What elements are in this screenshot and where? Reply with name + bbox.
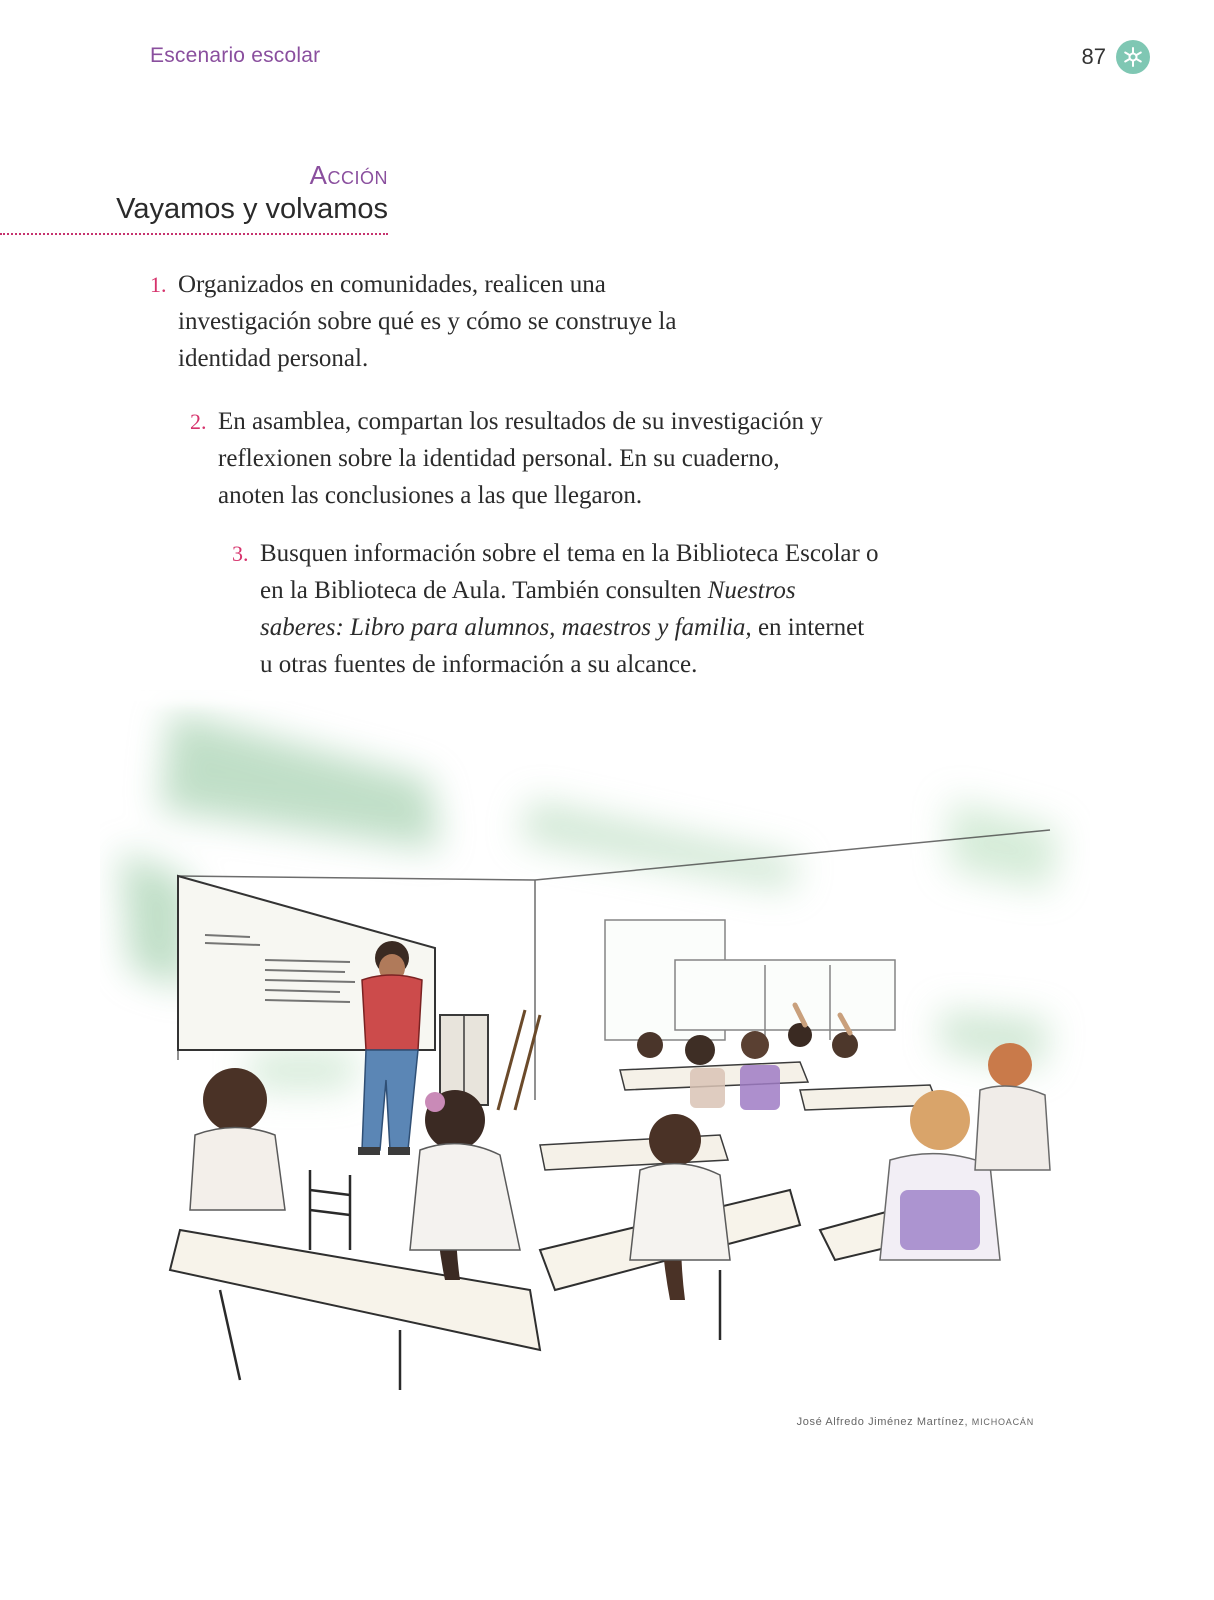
section-heading [0, 160, 388, 235]
book-title: Nuestros saberes: Libro para alumnos, maestros y familia, [260, 577, 796, 641]
page-number: 87 [1081, 44, 1106, 69]
section-kicker: Acción [309, 160, 388, 190]
step-2 [190, 403, 848, 514]
page-number-block [1082, 40, 1150, 74]
step-1 [150, 266, 718, 377]
credit-author: José Alfredo Jiménez Martínez, [796, 1416, 972, 1428]
credit-region: MICHOACÁN [971, 1417, 1034, 1427]
illustration-credit [797, 1416, 1034, 1428]
section-title: Vayamos y volvamos [0, 191, 388, 235]
step-text: Organizados en comunidades, realicen una investigación sobre qué es y cómo se construye la identidad personal. [178, 271, 677, 372]
step-number: 2. [190, 409, 207, 434]
step-text-part: Busquen información sobre el tema en la Biblioteca Escolar o en la Biblioteca de Aula. También consulten [260, 540, 879, 604]
section-label: Escenario escolar [150, 44, 321, 67]
step-number: 1. [150, 272, 167, 297]
snowflake-icon [1116, 40, 1150, 74]
step-text: En asamblea, compartan los resultados de su investigación y reflexionen sobre la identidad personal. En su cuaderno, anoten las conclusiones a las que llegaron. [218, 408, 823, 509]
classroom-illustration [100, 690, 1090, 1420]
step-number: 3. [232, 541, 249, 566]
step-text [260, 540, 879, 678]
step-3 [232, 535, 880, 683]
step-text-part: en internet u otras fuentes de información a su alcance. [260, 614, 865, 678]
